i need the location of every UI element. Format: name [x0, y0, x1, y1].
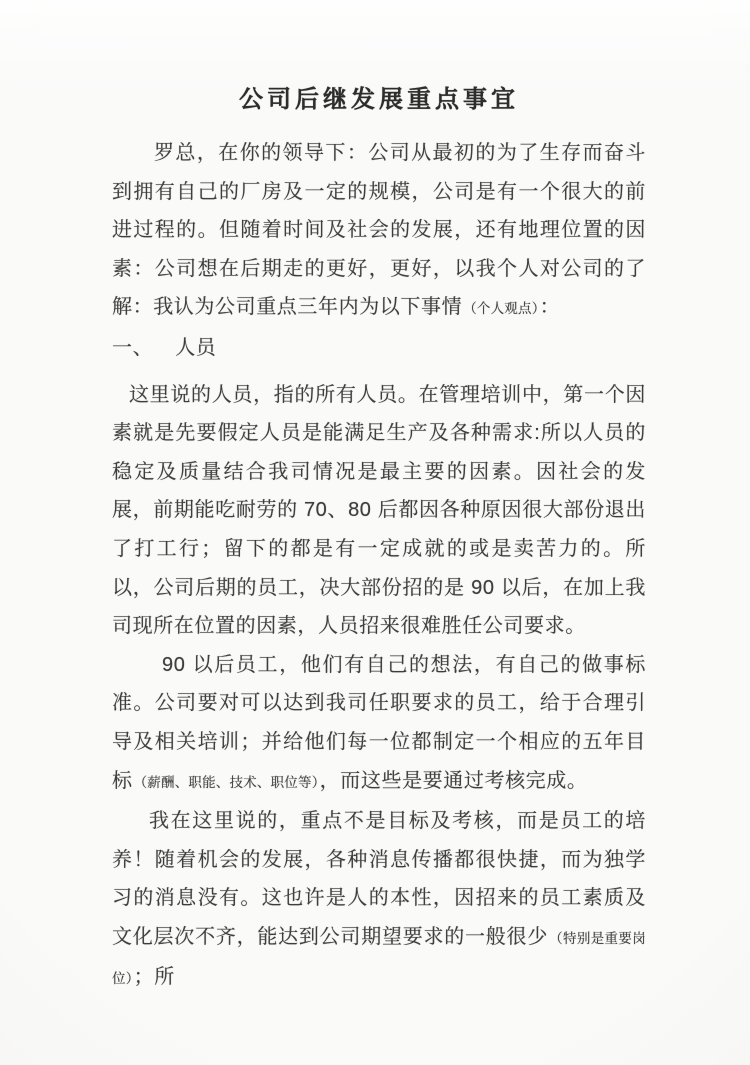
- paragraph-main-text: 罗总，在你的领导下：公司从最初的为了生存而奋斗到拥有自己的厂房及一定的规模，公司是有一个很大的前进过程的。但随着时间及社会的发展，还有地理位置的因素：公司想在后期走的更好，更好，以我个人对公司的了解：我认为公司重点三年内为以下事情: [112, 142, 646, 319]
- paragraph-tail-text: ：: [539, 296, 561, 319]
- paragraph-note-text: （特别是重要岗位）: [112, 930, 646, 987]
- section-number: 一、: [112, 336, 154, 359]
- personnel-paragraph-1: [112, 376, 646, 646]
- section-label: 人员: [175, 336, 217, 359]
- paragraph-tail-text: ，而这些是要通过考核完成。: [319, 769, 588, 792]
- personnel-paragraph-2: [112, 646, 646, 802]
- intro-paragraph: [112, 134, 646, 329]
- paragraph-main-text: 这里说的人员，指的所有人员。在管理培训中，第一个因素就是先要假定人员是能满足生产及各种需求:所以人员的稳定及质量结合我司情况是最主要的因素。因社会的发展，前期能吃耐劳的 70、80 后都因各种原因很大部份退出了打工行；留下的都是有一定成就的或是卖苦力的。所以，公司后期的员工，决大部份招的是 90 以后，在加上我司现所在位置的因素，人员招来很难胜任公司要求。: [112, 383, 646, 638]
- section-heading-personnel: [112, 329, 646, 368]
- paragraph-main-text: 我在这里说的，重点不是目标及考核，而是员工的培养！随着机会的发展，各种消息传播都很快捷，而为独学习的消息没有。这也许是人的本性，因招来的员工素质及文化层次不齐，能达到公司期望要求的一般很少: [112, 810, 646, 948]
- paragraph-tail-text: ；所: [133, 966, 175, 989]
- paragraph-main-text: 90 以后员工，他们有自己的想法，有自己的做事标准。公司要对可以达到我司任职要求的员工，给于合理引导及相关培训；并给他们每一位都制定一个相应的五年目标: [112, 653, 646, 792]
- paragraph-note-text: （薪酬、职能、技术、职位等）: [133, 774, 319, 790]
- personnel-paragraph-3: [112, 802, 646, 999]
- document-title: 公司后继发展重点事宜: [239, 87, 519, 113]
- paragraph-note-text: （个人观点）: [463, 301, 539, 317]
